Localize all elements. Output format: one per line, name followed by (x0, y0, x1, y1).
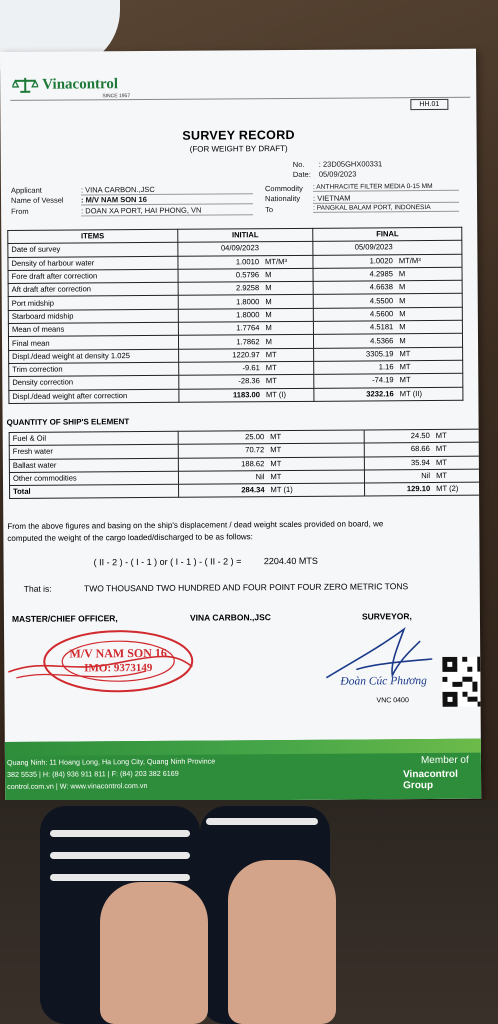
from-value: : DOAN XA PORT, HAI PHONG, VN (81, 205, 253, 216)
header-divider (10, 97, 470, 101)
draft-row-final (314, 307, 463, 321)
draft-row-initial (178, 268, 314, 282)
draft-row-initial-unit: M (265, 296, 272, 306)
form-code: HH.01 (410, 99, 448, 110)
vessel-value: : M/V NAM SON 16 (81, 194, 253, 205)
commodity-value: : ANTHRACITE FILTER MEDIA 0-15 MM (313, 183, 459, 192)
element-row-final-unit: MT (436, 470, 448, 480)
element-row-final-value: 35.94 (410, 457, 430, 467)
header-items: ITEMS (8, 229, 178, 243)
element-row-initial-value: 188.62 (241, 458, 265, 469)
left-foot (100, 882, 208, 1024)
that-is-label: That is: (23, 583, 52, 594)
draft-row-final-value: 4.6638 (369, 282, 394, 292)
right-slipper-stripe (206, 818, 318, 825)
table-row (10, 482, 482, 499)
element-row-final-value: Nil (421, 471, 431, 481)
draft-row-item: Trim correction (9, 362, 179, 376)
header-initial: INITIAL (177, 228, 313, 242)
element-row-final (364, 442, 481, 456)
element-row-final (365, 469, 482, 483)
document-title: SURVEY RECORD (182, 127, 295, 143)
draft-row-final-unit: M (399, 322, 406, 332)
draft-row-final-value: 1.16 (378, 362, 394, 372)
to-label: To (265, 205, 274, 215)
element-row-initial-unit: MT (270, 432, 282, 442)
draft-row-final (314, 387, 463, 401)
cargo-formula (94, 556, 318, 568)
element-row-initial (179, 457, 365, 472)
vnc-code: VNC 0400 (376, 697, 409, 705)
draft-row-final (313, 241, 462, 255)
draft-row-final-unit: MT (399, 348, 411, 359)
draft-row-item: Displ./dead weight at density 1.025 (9, 349, 179, 363)
draft-row-initial-value: 1.8000 (236, 296, 260, 306)
draft-row-initial (178, 348, 314, 362)
draft-row-initial (177, 255, 313, 269)
draft-row-initial-value: 1.0010 (235, 256, 260, 267)
element-row-final-unit: MT (435, 444, 447, 454)
draft-row-item: Density of harbour water (8, 256, 178, 270)
element-row-final (364, 456, 481, 470)
draft-row-final (314, 334, 463, 348)
element-row-item: Ballast water (9, 458, 179, 472)
element-row-final-value: 129.10 (406, 484, 431, 494)
stamp-imo: IMO: 9373149 (84, 661, 153, 675)
footer-web: control.com.vn | W: www.vinacontrol.com.vn (7, 780, 148, 791)
footer-group-name: Vinacontrol Group (403, 768, 458, 792)
draft-row-final-unit: M (399, 335, 406, 345)
applicant-value: : VINA CARBON.,JSC (81, 184, 253, 195)
that-is-line (24, 581, 408, 594)
draft-row-item: Final mean (8, 336, 178, 350)
draft-row-item: Starboard midship (8, 309, 178, 323)
draft-row-final (314, 374, 463, 388)
element-row-initial-value: 70.72 (245, 445, 265, 455)
element-row-item: Total (10, 484, 180, 498)
draft-row-item: Port midship (8, 296, 178, 310)
draft-row-final-unit: M (399, 295, 406, 305)
draft-row-initial-value: 04/09/2023 (220, 243, 259, 253)
commodity-label: Commodity (264, 183, 303, 194)
element-row-initial (179, 483, 365, 498)
draft-row-initial-value: 2.9258 (235, 283, 260, 293)
that-is-words: TWO THOUSAND TWO HUNDRED AND FOUR POINT FOUR ZERO METRIC TONS (83, 581, 409, 594)
draft-row-final-value: 3305.19 (365, 349, 394, 359)
record-date-value: 05/09/2023 (318, 169, 357, 179)
draft-row-initial-value: 1.7862 (236, 336, 260, 346)
draft-row-initial-unit: M (265, 270, 272, 280)
draft-row-initial (178, 282, 314, 296)
draft-row-item: Density correction (9, 376, 179, 390)
draft-table-body (8, 227, 463, 403)
element-row-initial-value: Nil (255, 472, 265, 482)
body-paragraph-line1: From the above figures and basing on the ship's displacement / dead weight scales provided on board, we (7, 519, 384, 531)
nationality-label: Nationality (264, 193, 301, 204)
element-row-initial-unit: MT (270, 472, 282, 482)
draft-row-initial-unit: MT (265, 363, 277, 373)
element-row-item: Fuel & Oil (9, 431, 179, 445)
draft-row-initial (178, 361, 314, 375)
survey-record-document (0, 49, 481, 802)
element-row-initial-value: 25.00 (245, 432, 265, 442)
record-no-value: : 23D05GHX00331 (318, 159, 383, 169)
record-date-label: Date: (292, 169, 311, 179)
element-row-final (365, 482, 482, 496)
from-label: From (11, 206, 29, 216)
draft-row-final-unit: M (398, 282, 406, 292)
logo-text: Vinacontrol (42, 75, 119, 93)
element-row-initial (179, 430, 365, 445)
draft-row-initial (178, 335, 314, 349)
ships-element-table (9, 429, 482, 500)
draft-row-final-value: 4.5181 (370, 322, 394, 332)
element-row-final (364, 429, 481, 443)
draft-row-final-value: 4.2985 (369, 269, 393, 279)
nationality-value: : VIETNAM (313, 193, 459, 204)
draft-row-final-unit: MT (399, 362, 411, 372)
draft-row-initial-value: 1183.00 (232, 389, 260, 400)
draft-row-final-value: 05/09/2023 (354, 242, 393, 252)
draft-row-initial-unit: MT (I) (265, 389, 287, 399)
draft-row-initial (178, 295, 314, 309)
vessel-label: Name of Vessel (11, 195, 64, 205)
logo-since: SINCE 1957 (102, 93, 131, 100)
document-subtitle: (FOR WEIGHT BY DRAFT) (189, 143, 288, 154)
company-signature-label: VINA CARBON.,JSC (189, 612, 271, 623)
draft-row-final (314, 320, 463, 334)
vinacontrol-logo (12, 75, 118, 94)
draft-row-item: Mean of means (8, 322, 178, 336)
master-signature-label: MASTER/CHIEF OFFICER, (11, 613, 118, 624)
draft-row-initial-unit: M (265, 323, 272, 333)
draft-row-final (313, 254, 462, 268)
to-value: : PANGKAL BALAM PORT, INDONESIA (313, 204, 459, 213)
element-row-final-unit: MT (435, 457, 447, 467)
draft-row-initial-unit: M (265, 283, 272, 293)
cargo-result: 2204.40 MTS (263, 555, 318, 567)
draft-row-initial (178, 388, 314, 402)
draft-row-final-value: 4.5366 (370, 335, 394, 345)
draft-row-initial-value: 0.5796 (235, 270, 260, 280)
draft-row-item: Aft draft after correction (8, 282, 178, 296)
draft-row-item: Fore draft after correction (8, 269, 178, 283)
record-no-label: No. (292, 159, 305, 169)
left-slipper-stripe (50, 874, 190, 881)
element-row-final-unit: MT (435, 431, 447, 441)
draft-row-item: Date of survey (8, 243, 178, 257)
draft-row-initial-value: 1.8000 (236, 310, 260, 320)
element-row-initial-unit: MT (1) (270, 485, 293, 495)
header-final: FINAL (313, 227, 462, 241)
draft-row-initial-unit: M (265, 310, 272, 320)
draft-survey-table (7, 227, 463, 404)
footer-address: Quang Ninh: 11 Hoang Long, Ha Long City, Quang Ninh Province (6, 756, 216, 767)
surveyor-signature-label: SURVEYOR, (361, 611, 412, 622)
draft-row-final (313, 280, 462, 294)
draft-row-initial-unit: MT/M³ (264, 256, 287, 266)
draft-row-initial-value: -9.61 (242, 363, 260, 373)
scales-icon (12, 76, 38, 94)
draft-row-initial-unit: M (265, 336, 272, 346)
draft-row-final-unit: M (399, 309, 406, 319)
draft-row-final (314, 347, 463, 361)
draft-row-initial (177, 242, 313, 256)
draft-row-final-value: 3232.16 (366, 388, 394, 399)
footer-member-of: Member of (420, 754, 469, 767)
draft-row-initial (178, 308, 314, 322)
stamp-ship-name: M/V NAM SON 16 (69, 645, 167, 661)
qr-code (442, 657, 481, 707)
draft-row-initial-value: 1220.97 (232, 350, 260, 360)
element-table-body (9, 429, 481, 499)
draft-row-initial-value: 1.7764 (236, 323, 260, 333)
draft-row-initial-value: -28.36 (238, 376, 260, 386)
formula-expression: ( II - 2 ) - ( I - 1 ) or ( I - 1 ) - ( II - 2 ) = (93, 556, 242, 568)
draft-row-initial (178, 375, 314, 389)
left-slipper-stripe (50, 830, 190, 837)
draft-row-final-value: 1.0020 (369, 255, 393, 266)
draft-row-item: Displ./dead weight after correction (9, 389, 179, 403)
draft-row-final (314, 360, 463, 374)
draft-row-initial-unit: MT (265, 349, 277, 359)
element-row-final-value: 24.50 (410, 431, 430, 441)
element-row-item: Other commodities (9, 471, 179, 485)
draft-row-final-value: 4.5600 (369, 309, 394, 319)
draft-row-final (313, 267, 462, 281)
table-row (9, 387, 463, 403)
element-row-item: Fresh water (9, 445, 179, 459)
body-paragraph-line2: computed the weight of the cargo loaded/discharged to be as follows: (7, 532, 253, 543)
element-row-initial-value: 284.34 (241, 485, 265, 495)
draft-row-initial (178, 321, 314, 335)
draft-row-final-unit: MT (399, 375, 411, 385)
element-row-initial (179, 443, 365, 458)
draft-row-final-unit: M (398, 269, 406, 279)
footer-band (5, 739, 481, 802)
element-row-initial-unit: MT (270, 458, 282, 468)
element-row-final-value: 68.66 (410, 444, 430, 454)
draft-row-initial-unit: MT (265, 376, 277, 386)
applicant-label: Applicant (10, 185, 42, 195)
draft-row-final-value: 4.5500 (369, 295, 394, 306)
draft-row-final-unit: MT (II) (399, 388, 422, 398)
ships-element-title: QUANTITY OF SHIP'S ELEMENT (6, 417, 130, 427)
element-row-initial (179, 470, 365, 485)
surveyor-name: Đoàn Cúc Phương (340, 675, 427, 688)
footer-phones: 382 5535 | H: (84) 936 911 811 | F: (84) 203 382 6169 (7, 768, 179, 779)
draft-row-final-unit: MT/M³ (398, 255, 421, 265)
draft-row-final (314, 294, 463, 308)
draft-row-final-value: -74.19 (372, 375, 394, 385)
ship-stamp (6, 627, 194, 694)
right-foot (228, 860, 336, 1024)
element-row-final-unit: MT (2) (436, 484, 459, 494)
left-slipper-stripe (50, 852, 190, 859)
element-row-initial-unit: MT (270, 445, 282, 455)
footer-stripe (5, 739, 481, 756)
